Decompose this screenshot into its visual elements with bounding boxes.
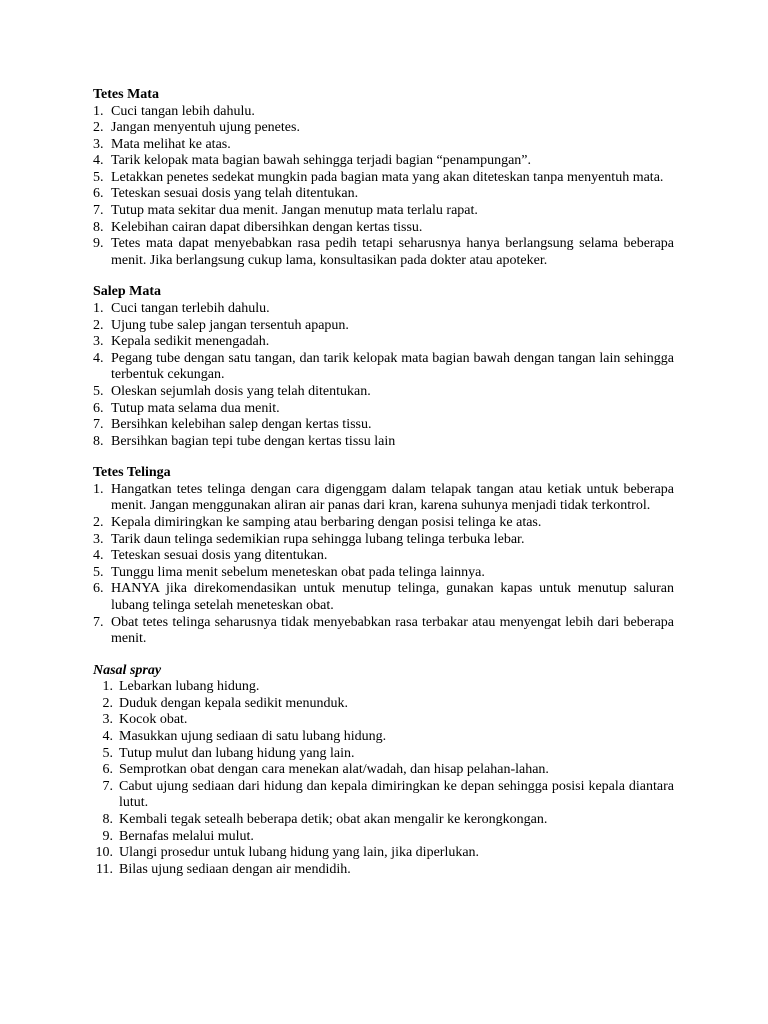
item-number: 6. (93, 186, 104, 202)
section-heading: Salep Mata (93, 284, 162, 300)
item-number: 2. (93, 317, 104, 333)
item-number: 5. (93, 383, 104, 399)
list-item (93, 401, 674, 418)
item-text: Tutup mata sekitar dua menit. Jangan menutup mata terlalu rapat. (111, 203, 478, 219)
list-item (93, 515, 674, 532)
list-item (93, 170, 674, 187)
item-number: 5. (102, 745, 113, 761)
list-item (93, 812, 674, 829)
item-number: 2. (102, 695, 113, 711)
item-number: 1. (102, 679, 113, 695)
item-number: 3. (102, 712, 113, 728)
item-text: Lebarkan lubang hidung. (119, 679, 260, 695)
instruction-list (93, 679, 674, 878)
item-text: HANYA jika direkomendasikan untuk menutup telinga, gunakan kapas untuk menutup saluran lubang telinga setelah meneteskan obat. (111, 581, 674, 613)
item-number: 5. (93, 169, 104, 185)
item-text: Ulangi prosedur untuk lubang hidung yang lain, jika diperlukan. (119, 845, 480, 861)
item-number: 4. (102, 729, 113, 744)
item-number: 3. (93, 136, 104, 152)
item-text: Duduk dengan kepala sedikit menunduk. (119, 695, 349, 711)
item-number: 5. (93, 564, 104, 580)
item-text: Kembali tegak setealh beberapa detik; obat akan mengalir ke kerongkongan. (119, 811, 548, 827)
list-item (93, 351, 674, 384)
item-text: Oleskan sejumlah dosis yang telah ditentukan. (111, 383, 371, 399)
section-nasal-spray (93, 663, 674, 879)
item-text: Cuci tangan terlebih dahulu. (111, 300, 270, 316)
list-item (93, 548, 674, 565)
item-text: Tarik kelopak mata bagian bawah sehingga terjadi bagian “penampungan”. (111, 153, 532, 169)
item-number: 11. (96, 861, 113, 877)
item-number: 7. (93, 203, 104, 219)
item-number: 10. (95, 845, 113, 861)
list-item (93, 679, 674, 696)
instruction-list (93, 482, 674, 648)
item-number: 1. (93, 103, 104, 119)
item-text: Tarik daun telinga sedemikian rupa sehingga lubang telinga terbuka lebar. (111, 531, 525, 547)
list-item (93, 845, 674, 862)
item-number: 9. (102, 828, 113, 844)
list-item (93, 104, 674, 121)
list-item (93, 220, 674, 237)
item-text: Kocok obat. (119, 712, 188, 728)
item-number: 6. (102, 762, 113, 778)
list-item (93, 565, 674, 582)
list-item (93, 712, 674, 729)
item-number: 8. (102, 811, 113, 827)
list-item (93, 696, 674, 713)
list-item (93, 137, 674, 154)
item-text: Tutup mulut dan lubang hidung yang lain. (119, 745, 355, 761)
item-text: Jangan menyentuh ujung penetes. (111, 120, 300, 136)
section-heading: Tetes Mata (93, 87, 159, 102)
item-text: Pegang tube dengan satu tangan, dan tarik kelopak mata bagian bawah dengan tangan lain sehingga terbentuk cekungan. (111, 350, 674, 383)
item-text: Cuci tangan lebih dahulu. (111, 103, 255, 119)
item-text: Letakkan penetes sedekat mungkin pada bagian mata yang akan diteteskan tanpa menyentuh mata. (111, 169, 664, 185)
item-text: Bersihkan bagian tepi tube dengan kertas tissu lain (111, 433, 396, 449)
list-item (93, 532, 674, 549)
item-number: 2. (93, 120, 104, 136)
list-item (93, 334, 674, 351)
item-text: Bersihkan kelebihan salep dengan kertas tissu. (111, 417, 372, 433)
list-item (93, 301, 674, 318)
item-text: Bernafas melalui mulut. (119, 828, 254, 844)
item-text: Tetes mata dapat menyebabkan rasa pedih tetapi seharusnya hanya berlangsung selama beberapa menit. Jika berlangsung cukup lama, konsultasikan pada dokter atau apoteker. (111, 236, 674, 268)
item-number: 8. (93, 219, 104, 235)
item-number: 6. (93, 400, 104, 416)
item-text: Tutup mata selama dua menit. (111, 400, 280, 416)
item-text: Mata melihat ke atas. (111, 136, 231, 152)
item-number: 1. (93, 300, 104, 316)
list-item (93, 746, 674, 763)
list-item (93, 779, 674, 812)
item-number: 7. (102, 778, 113, 794)
section-salep-mata (93, 284, 674, 450)
item-text: Semprotkan obat dengan cara menekan alat/wadah, dan hisap pelahan-lahan. (119, 762, 549, 778)
list-item (93, 153, 674, 170)
item-text: Tunggu lima menit sebelum meneteskan obat pada telinga lainnya. (111, 564, 485, 580)
item-number: 7. (93, 614, 104, 630)
list-item (93, 829, 674, 846)
section-heading: Nasal spray (93, 662, 162, 678)
list-item (93, 203, 674, 220)
item-number: 1. (93, 481, 104, 497)
list-item (93, 384, 674, 401)
item-number: 3. (93, 334, 104, 350)
item-text: Teteskan sesuai dosis yang telah ditentukan. (111, 186, 359, 202)
list-item (93, 120, 674, 137)
item-text: Bilas ujung sediaan dengan air mendidih. (119, 861, 351, 877)
list-item (93, 581, 674, 614)
instruction-list (93, 104, 674, 270)
instruction-list (93, 301, 674, 450)
list-item (93, 318, 674, 335)
item-text: Kepala dimiringkan ke samping atau berbaring dengan posisi telinga ke atas. (111, 514, 542, 530)
item-text: Obat tetes telinga seharusnya tidak menyebabkan rasa terbakar atau menyengat lebih dari beberapa menit. (111, 614, 674, 647)
section-heading: Tetes Telinga (93, 465, 171, 481)
item-number: 4. (93, 350, 104, 366)
item-number: 6. (93, 581, 104, 597)
item-text: Cabut ujung sediaan dari hidung dan kepala dimiringkan ke depan sehingga posisi kepala diantara lutut. (119, 778, 674, 811)
item-number: 3. (93, 531, 104, 547)
item-text: Teteskan sesuai dosis yang ditentukan. (111, 548, 328, 564)
list-item (93, 762, 674, 779)
item-number: 7. (93, 417, 104, 433)
list-item (93, 729, 674, 746)
list-item (93, 434, 674, 451)
section-tetes-telinga (93, 465, 674, 647)
list-item (93, 236, 674, 269)
section-tetes-mata (93, 87, 674, 269)
list-item (93, 862, 674, 879)
list-item (93, 417, 674, 434)
item-text: Hangatkan tetes telinga dengan cara digenggam dalam telapak tangan atau ketiak untuk beberapa menit. Jangan menggunakan aliran air panas dari kran, karena suhunya menjadi tidak terkontrol. (111, 481, 674, 514)
item-number: 4. (93, 153, 104, 169)
list-item (93, 186, 674, 203)
item-text: Kepala sedikit menengadah. (111, 334, 270, 350)
list-item (93, 482, 674, 515)
item-number: 9. (93, 236, 104, 252)
item-text: Masukkan ujung sediaan di satu lubang hidung. (119, 729, 387, 744)
item-number: 4. (93, 548, 104, 564)
item-number: 2. (93, 514, 104, 530)
item-text: Ujung tube salep jangan tersentuh apapun. (111, 317, 349, 333)
list-item (93, 615, 674, 648)
item-number: 8. (93, 433, 104, 449)
item-text: Kelebihan cairan dapat dibersihkan dengan kertas tissu. (111, 219, 423, 235)
